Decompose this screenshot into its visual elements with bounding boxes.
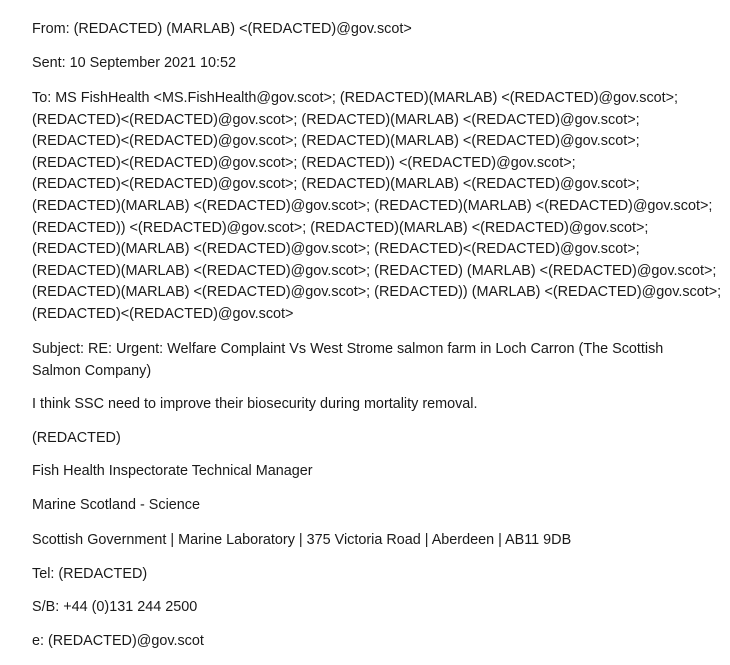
signature-email: e: (REDACTED)@gov.scot xyxy=(32,633,204,649)
signature-name: (REDACTED) xyxy=(32,430,121,446)
from-field: From: (REDACTED) (MARLAB) <(REDACTED)@gov.scot> xyxy=(32,21,412,37)
signature-switchboard: S/B: +44 (0)131 244 2500 xyxy=(32,599,198,615)
to-line: (REDACTED)<(REDACTED)@gov.scot>; (REDACTED)(MARLAB) <(REDACTED)@gov.scot>; xyxy=(32,133,640,150)
email-body: I think SSC need to improve their biosecurity during mortality removal. xyxy=(32,396,478,412)
subject-line: Salmon Company) xyxy=(32,362,152,379)
to-line: To: MS FishHealth <MS.FishHealth@gov.scot>; (REDACTED)(MARLAB) <(REDACTED)@gov.scot>; xyxy=(32,90,679,106)
to-line: (REDACTED)<(REDACTED)@gov.scot> xyxy=(32,305,294,322)
to-line: (REDACTED)(MARLAB) <(REDACTED)@gov.scot>; (REDACTED)) (MARLAB) <(REDACTED)@gov.scot>; xyxy=(32,284,722,301)
to-line: (REDACTED)(MARLAB) <(REDACTED)@gov.scot>; (REDACTED)(MARLAB) <(REDACTED)@gov.scot>; xyxy=(32,197,713,214)
to-line: (REDACTED)<(REDACTED)@gov.scot>; (REDACTED)) <(REDACTED)@gov.scot>; xyxy=(32,154,576,171)
to-line: (REDACTED)<(REDACTED)@gov.scot>; (REDACTED)(MARLAB) <(REDACTED)@gov.scot>; xyxy=(32,111,640,128)
to-line: (REDACTED)(MARLAB) <(REDACTED)@gov.scot>; (REDACTED)<(REDACTED)@gov.scot>; xyxy=(32,241,640,258)
signature-tel: Tel: (REDACTED) xyxy=(32,566,148,582)
to-field xyxy=(32,88,721,326)
to-line: (REDACTED)) <(REDACTED)@gov.scot>; (REDACTED)(MARLAB) <(REDACTED)@gov.scot>; xyxy=(32,219,649,236)
signature-department: Marine Scotland - Science xyxy=(32,497,200,513)
sent-field: Sent: 10 September 2021 10:52 xyxy=(32,55,237,71)
subject-field xyxy=(32,339,663,382)
signature-title: Fish Health Inspectorate Technical Manager xyxy=(32,463,313,479)
to-line: (REDACTED)<(REDACTED)@gov.scot>; (REDACTED)(MARLAB) <(REDACTED)@gov.scot>; xyxy=(32,176,640,193)
signature-address: Scottish Government | Marine Laboratory | 375 Victoria Road | Aberdeen | AB11 9DB xyxy=(32,532,572,548)
to-line: (REDACTED)(MARLAB) <(REDACTED)@gov.scot>; (REDACTED) (MARLAB) <(REDACTED)@gov.scot>; xyxy=(32,262,717,279)
subject-line: Subject: RE: Urgent: Welfare Complaint Vs West Strome salmon farm in Loch Carron (The Scottish xyxy=(32,341,664,357)
